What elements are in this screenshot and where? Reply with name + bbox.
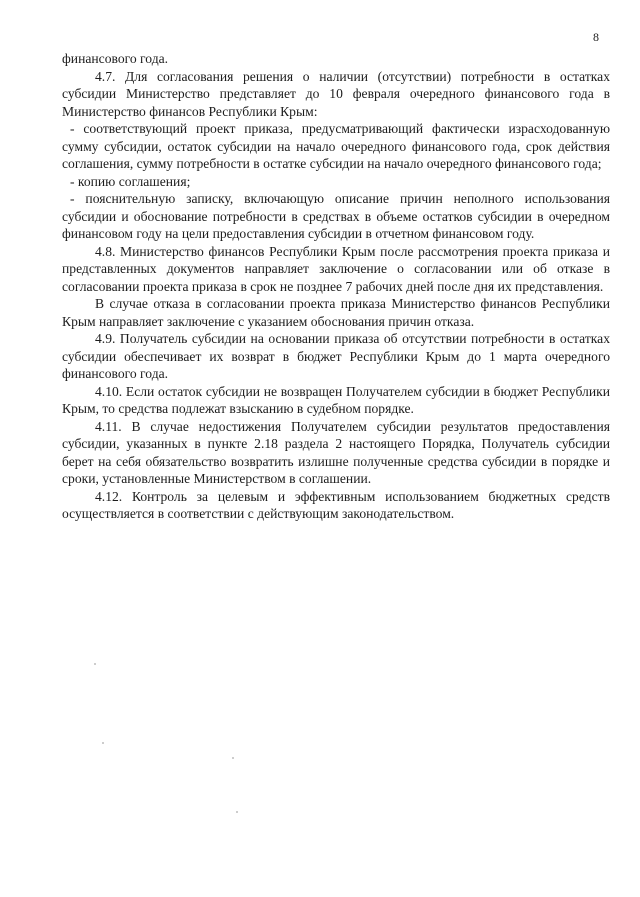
paragraph-4-9: 4.9. Получатель субсидии на основании приказа об отсутствии потребности в остатках субсидии обеспечивает их возврат в бюджет Республики Крым до 1 марта очередного финансового года. [62, 331, 610, 381]
paragraph-4-12: 4.12. Контроль за целевым и эффективным использованием бюджетных средств осуществляется в соответствии с действующим законодательством. [62, 488, 610, 521]
list-item-agreement-copy: - копию соглашения; [70, 173, 191, 189]
page-number: 8 [593, 30, 599, 44]
list-item-explanatory-note: - пояснительную записку, включающую описание причин неполного использования субсидии и обоснование потребности в средствах в объеме остатков субсидии в очередном финансовом году на цели предоставления субсидии в отчетном финансовом году. [62, 191, 610, 241]
paragraph-4-8: 4.8. Министерство финансов Республики Крым после рассмотрения проекта приказа и представленных документов направляет заключение о согласовании или об отказе в согласовании проекта приказа в срок не позднее 7 рабочих дней после дня их представления. [62, 243, 610, 294]
paragraph-continuation: финансового года. [62, 51, 169, 66]
paragraph-4-11: 4.11. В случае недостижения Получателем субсидии результатов предоставления субсидии, указанных в пункте 2.18 раздела 2 настоящего Порядка, Получатель субсидии берет на себя обязательство возвратить излишне полученные средства субсидии в порядке и сроки, установленные Министерством в соглашении. [62, 418, 610, 486]
paragraph-4-7: 4.7. Для согласования решения о наличии (отсутствии) потребности в остатках субсидии Министерство представляет до 10 февраля очередного финансового года в Министерство финансов Республики Крым: [62, 68, 610, 119]
paragraph-4-10: 4.10. Если остаток субсидии не возвращен Получателем субсидии в бюджет Республики Крым, то средства подлежат взысканию в судебном порядке. [62, 383, 610, 416]
list-item-draft-order: - соответствующий проект приказа, предусматривающий фактически израсходованную сумму субсидии, остаток субсидии на начало очередного финансового года, срок действия соглашения, сумму потребности в остатке субсидии на начало очередного финансового года; [62, 121, 610, 171]
paragraph-refusal: В случае отказа в согласовании проекта приказа Министерство финансов Республики Крым направляет заключение с указанием обоснования причин отказа. [62, 296, 610, 329]
document-body [62, 50, 610, 523]
